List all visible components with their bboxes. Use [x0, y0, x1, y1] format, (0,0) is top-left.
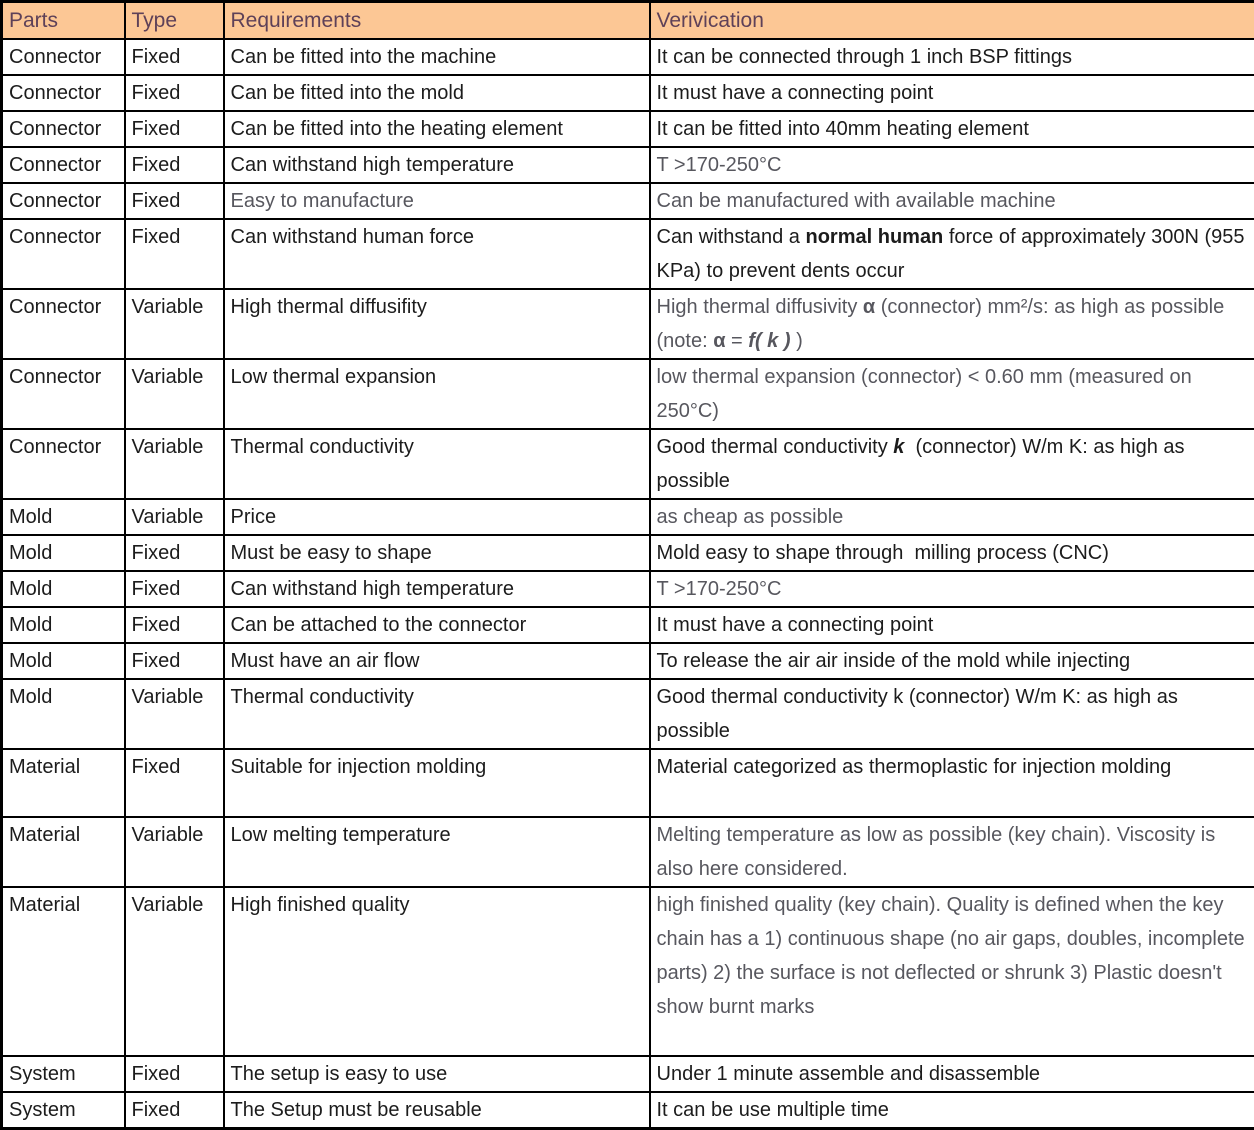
verification-text-segment: Good thermal conductivity — [657, 436, 894, 458]
verification-text-segment: force of approximately 300N (955 KPa) to prevent dents occur — [657, 226, 1251, 282]
table-row — [2, 887, 1254, 1056]
cell-parts: System — [2, 1056, 125, 1092]
cell-type: Variable — [125, 359, 224, 429]
cell-verification — [650, 817, 1254, 887]
cell-type: Fixed — [125, 147, 224, 183]
verification-text-segment: It can be use multiple time — [657, 1099, 889, 1121]
table-row — [2, 1092, 1254, 1129]
cell-parts: Mold — [2, 571, 125, 607]
cell-verification — [650, 749, 1254, 817]
table-row — [2, 183, 1254, 219]
cell-requirement: Suitable for injection molding — [224, 749, 650, 817]
table-row — [2, 571, 1254, 607]
verification-text-segment: high finished quality (key chain). Quality is defined when the key chain has a 1) continuous shape (no air gaps, doubles, incomplete parts) 2) the surface is not deflected or shrunk 3) Plastic doesn't show burnt marks — [657, 894, 1251, 1018]
cell-parts: Connector — [2, 111, 125, 147]
cell-verification — [650, 111, 1254, 147]
table-row — [2, 429, 1254, 499]
table-row — [2, 111, 1254, 147]
cell-verification — [650, 1056, 1254, 1092]
cell-requirement: Must have an air flow — [224, 643, 650, 679]
cell-type: Fixed — [125, 607, 224, 643]
table-row — [2, 679, 1254, 749]
cell-verification — [650, 607, 1254, 643]
cell-parts: Connector — [2, 147, 125, 183]
cell-type: Fixed — [125, 643, 224, 679]
cell-verification — [650, 39, 1254, 75]
cell-requirement: The setup is easy to use — [224, 1056, 650, 1092]
verification-text-segment: It can be fitted into 40mm heating element — [657, 118, 1029, 140]
table-row — [2, 607, 1254, 643]
cell-parts: Material — [2, 887, 125, 1056]
cell-type: Variable — [125, 499, 224, 535]
cell-requirement: The Setup must be reusable — [224, 1092, 650, 1129]
table-body — [2, 39, 1254, 1129]
cell-parts: Mold — [2, 535, 125, 571]
cell-verification — [650, 289, 1254, 359]
cell-type: Variable — [125, 429, 224, 499]
cell-requirement: Can be fitted into the machine — [224, 39, 650, 75]
verification-text-segment: k — [893, 436, 904, 458]
cell-verification — [650, 499, 1254, 535]
cell-requirement: Must be easy to shape — [224, 535, 650, 571]
cell-verification — [650, 679, 1254, 749]
cell-parts: Mold — [2, 607, 125, 643]
cell-verification — [650, 887, 1254, 1056]
cell-verification — [650, 219, 1254, 289]
cell-requirement: Price — [224, 499, 650, 535]
cell-requirement: Easy to manufacture — [224, 183, 650, 219]
verification-text-segment: Material categorized as thermoplastic for injection molding — [657, 756, 1172, 778]
cell-requirement: Can be fitted into the heating element — [224, 111, 650, 147]
table-row — [2, 147, 1254, 183]
cell-requirement: Can withstand high temperature — [224, 147, 650, 183]
verification-text-segment: = — [726, 330, 749, 352]
cell-type: Fixed — [125, 183, 224, 219]
table-row — [2, 499, 1254, 535]
table-row — [2, 39, 1254, 75]
verification-text-segment: T >170-250°C — [657, 578, 782, 600]
verification-text-segment: (connector) W/m K: as high as possible — [657, 436, 1191, 492]
verification-text-segment: It must have a connecting point — [657, 82, 934, 104]
cell-type: Variable — [125, 887, 224, 1056]
header-row — [2, 2, 1254, 40]
cell-parts: Mold — [2, 643, 125, 679]
verification-text-segment: α — [713, 330, 725, 352]
verification-text-segment: α — [863, 296, 875, 318]
cell-requirement: Can be fitted into the mold — [224, 75, 650, 111]
verification-text-segment: Melting temperature as low as possible (key chain). Viscosity is also here considered. — [657, 824, 1221, 880]
cell-type: Fixed — [125, 571, 224, 607]
cell-verification — [650, 429, 1254, 499]
cell-verification — [650, 535, 1254, 571]
table-row — [2, 289, 1254, 359]
cell-requirement: Can withstand human force — [224, 219, 650, 289]
cell-verification — [650, 147, 1254, 183]
table-row — [2, 817, 1254, 887]
verification-text-segment: To release the air air inside of the mold while injecting — [657, 650, 1131, 672]
cell-type: Fixed — [125, 75, 224, 111]
cell-verification — [650, 571, 1254, 607]
cell-type: Fixed — [125, 1092, 224, 1129]
verification-text-segment: Good thermal conductivity k (connector) W/m K: as high as possible — [657, 686, 1184, 742]
table-header — [2, 2, 1254, 40]
table-row — [2, 535, 1254, 571]
cell-verification — [650, 359, 1254, 429]
cell-requirement: Can withstand high temperature — [224, 571, 650, 607]
cell-parts: Connector — [2, 183, 125, 219]
verification-text-segment: Can be manufactured with available machine — [657, 190, 1056, 212]
verification-text-segment: normal human — [805, 226, 943, 248]
cell-parts: System — [2, 1092, 125, 1129]
verification-text-segment: Mold easy to shape through milling process (CNC) — [657, 542, 1109, 564]
cell-type: Fixed — [125, 111, 224, 147]
verification-text-segment: ) — [791, 330, 803, 352]
verification-text-segment: It must have a connecting point — [657, 614, 934, 636]
cell-requirement: Thermal conductivity — [224, 429, 650, 499]
cell-type: Fixed — [125, 39, 224, 75]
cell-parts: Connector — [2, 429, 125, 499]
cell-parts: Mold — [2, 499, 125, 535]
col-header-parts: Parts — [2, 2, 125, 40]
verification-text-segment: Under 1 minute assemble and disassemble — [657, 1063, 1041, 1085]
table-row — [2, 75, 1254, 111]
verification-text-segment: (connector) mm²/s: as high as possible (note: — [657, 296, 1230, 352]
table-row — [2, 749, 1254, 817]
verification-text-segment: High thermal diffusivity — [657, 296, 863, 318]
cell-parts: Connector — [2, 359, 125, 429]
cell-parts: Connector — [2, 289, 125, 359]
table-row — [2, 643, 1254, 679]
cell-requirement: Thermal conductivity — [224, 679, 650, 749]
cell-type: Fixed — [125, 749, 224, 817]
cell-type: Variable — [125, 679, 224, 749]
cell-requirement: Low thermal expansion — [224, 359, 650, 429]
cell-type: Fixed — [125, 219, 224, 289]
col-header-type: Type — [125, 2, 224, 40]
cell-requirement: High thermal diffusifity — [224, 289, 650, 359]
verification-text-segment: T >170-250°C — [657, 154, 782, 176]
verification-text-segment: f( k ) — [748, 330, 790, 352]
cell-type: Fixed — [125, 535, 224, 571]
cell-type: Variable — [125, 817, 224, 887]
verification-text-segment: low thermal expansion (connector) < 0.60 mm (measured on 250°C) — [657, 366, 1198, 422]
cell-requirement: Can be attached to the connector — [224, 607, 650, 643]
cell-type: Fixed — [125, 1056, 224, 1092]
cell-type: Variable — [125, 289, 224, 359]
cell-requirement: Low melting temperature — [224, 817, 650, 887]
cell-verification — [650, 75, 1254, 111]
verification-text-segment: It can be connected through 1 inch BSP fittings — [657, 46, 1072, 68]
cell-parts: Connector — [2, 219, 125, 289]
cell-parts: Connector — [2, 39, 125, 75]
cell-parts: Material — [2, 817, 125, 887]
cell-parts: Mold — [2, 679, 125, 749]
cell-parts: Connector — [2, 75, 125, 111]
table-row — [2, 1056, 1254, 1092]
cell-requirement: High finished quality — [224, 887, 650, 1056]
col-header-requirements: Requirements — [224, 2, 650, 40]
cell-verification — [650, 183, 1254, 219]
verification-text-segment: Can withstand a — [657, 226, 806, 248]
cell-parts: Material — [2, 749, 125, 817]
cell-verification — [650, 643, 1254, 679]
table-row — [2, 219, 1254, 289]
verification-text-segment: as cheap as possible — [657, 506, 844, 528]
table-row — [2, 359, 1254, 429]
col-header-verivication: Verivication — [650, 2, 1254, 40]
cell-verification — [650, 1092, 1254, 1129]
